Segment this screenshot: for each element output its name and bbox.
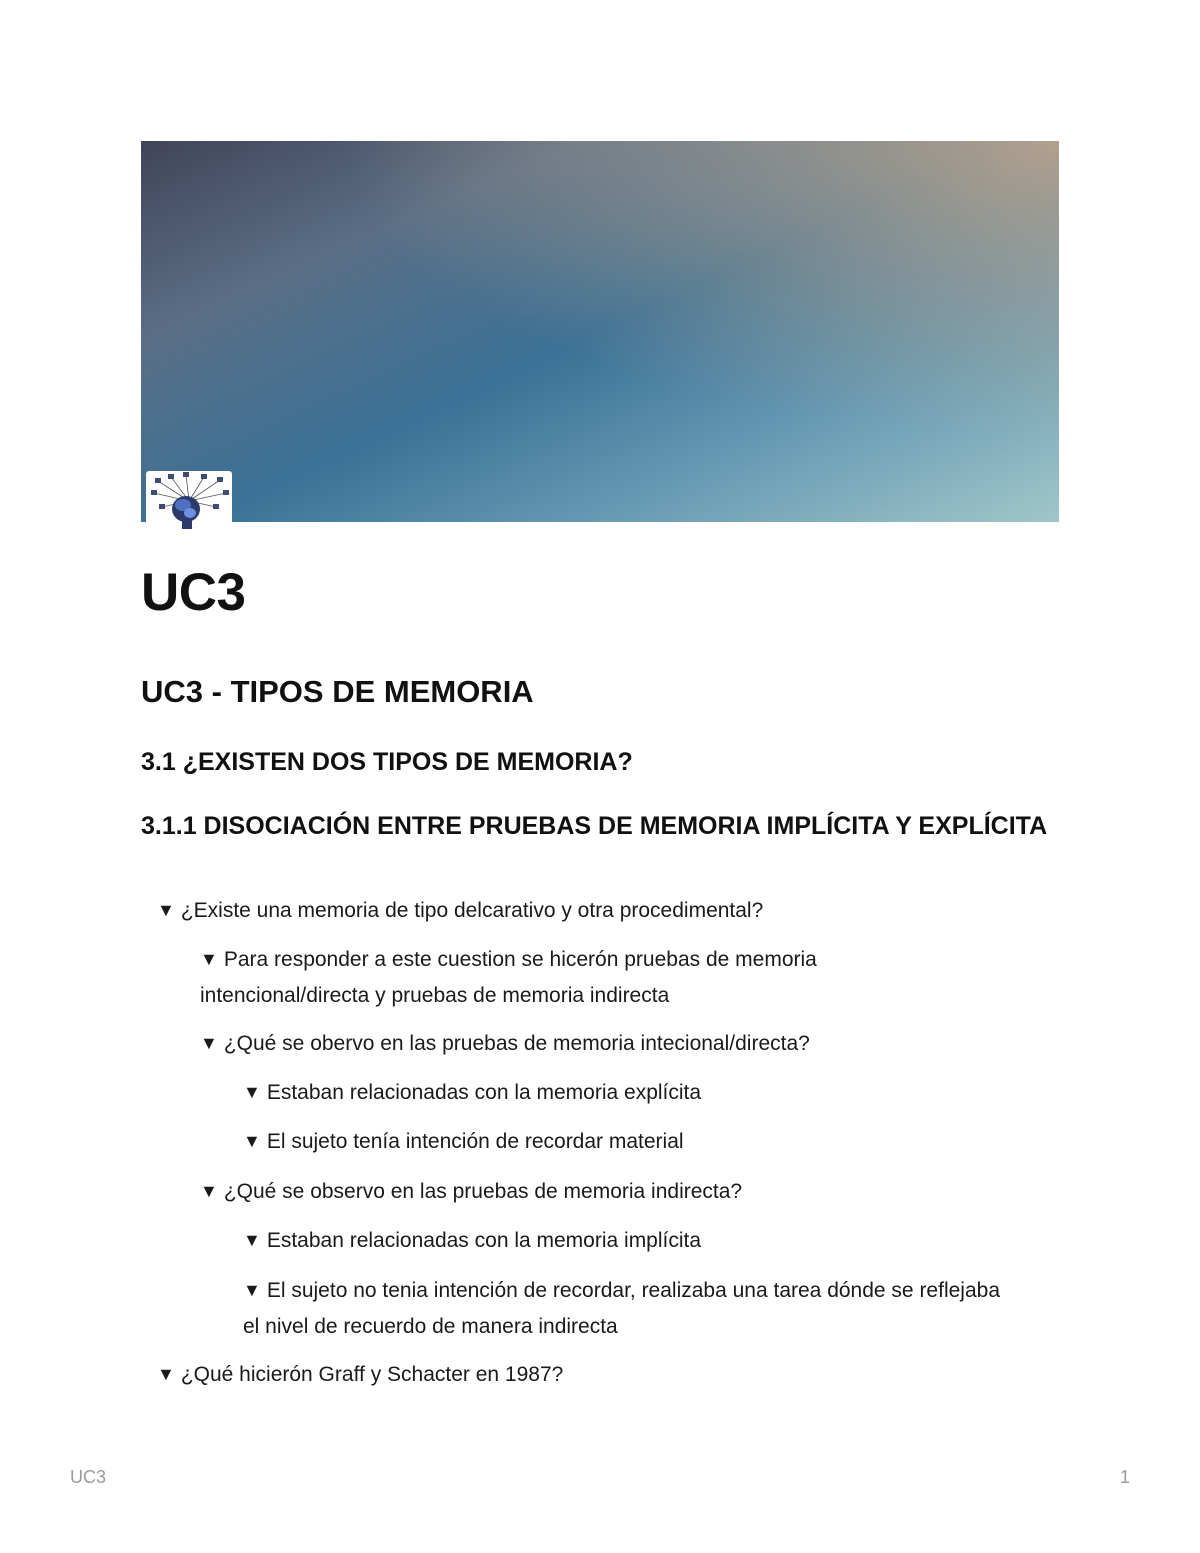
cover-image [141, 141, 1059, 522]
toggle-arrow-icon[interactable]: ▼ [243, 1082, 261, 1102]
toggle-item[interactable] [200, 942, 900, 1013]
toggle-arrow-icon[interactable]: ▼ [200, 1033, 218, 1053]
toggle-text: Para responder a este cuestion se hicerón pruebas de memoria intencional/directa y pruebas de memoria indirecta [200, 948, 817, 1007]
toggle-arrow-icon[interactable]: ▼ [157, 1364, 175, 1384]
toggle-item[interactable] [243, 1273, 1013, 1344]
toggle-arrow-icon[interactable]: ▼ [200, 1181, 218, 1201]
toggle-arrow-icon[interactable]: ▼ [157, 900, 175, 920]
toggle-text: El sujeto tenía intención de recordar material [266, 1130, 684, 1153]
footer-page-number: 1 [1119, 1467, 1130, 1487]
toggle-text: ¿Qué hicierón Graff y Schacter en 1987? [180, 1363, 564, 1386]
heading-1: UC3 - TIPOS DE MEMORIA [141, 674, 534, 709]
toggle-text: El sujeto no tenia intención de recordar, realizaba una tarea dónde se reflejaba el nivel de recuerdo de manera indirecta [243, 1279, 1000, 1338]
heading-2: 3.1 ¿EXISTEN DOS TIPOS DE MEMORIA? [141, 748, 633, 776]
toggle-arrow-icon[interactable]: ▼ [243, 1230, 261, 1250]
toggle-item[interactable] [200, 1174, 1060, 1210]
toggle-text: ¿Existe una memoria de tipo delcarativo y otra procedimental? [180, 899, 764, 922]
toggle-text: Estaban relacionadas con la memoria explícita [266, 1081, 702, 1104]
toggle-arrow-icon[interactable]: ▼ [200, 949, 218, 969]
brain-network-icon[interactable] [146, 471, 232, 529]
toggle-arrow-icon[interactable]: ▼ [243, 1131, 261, 1151]
heading-3: 3.1.1 DISOCIACIÓN ENTRE PRUEBAS DE MEMORIA IMPLÍCITA Y EXPLÍCITA [141, 812, 1048, 840]
toggle-item[interactable] [157, 893, 1057, 929]
toggle-item[interactable] [243, 1075, 1060, 1111]
page-title: UC3 [141, 563, 246, 622]
toggle-text: ¿Qué se obervo en las pruebas de memoria intecional/directa? [223, 1032, 810, 1055]
toggle-item[interactable] [157, 1357, 1057, 1393]
toggle-text: Estaban relacionadas con la memoria implícita [266, 1229, 702, 1252]
footer-document-name: UC3 [70, 1467, 107, 1487]
toggle-item[interactable] [243, 1223, 1060, 1259]
toggle-arrow-icon[interactable]: ▼ [243, 1280, 261, 1300]
toggle-item[interactable] [243, 1124, 1060, 1160]
toggle-item[interactable] [200, 1026, 1060, 1062]
toggle-text: ¿Qué se observo en las pruebas de memoria indirecta? [223, 1180, 743, 1203]
